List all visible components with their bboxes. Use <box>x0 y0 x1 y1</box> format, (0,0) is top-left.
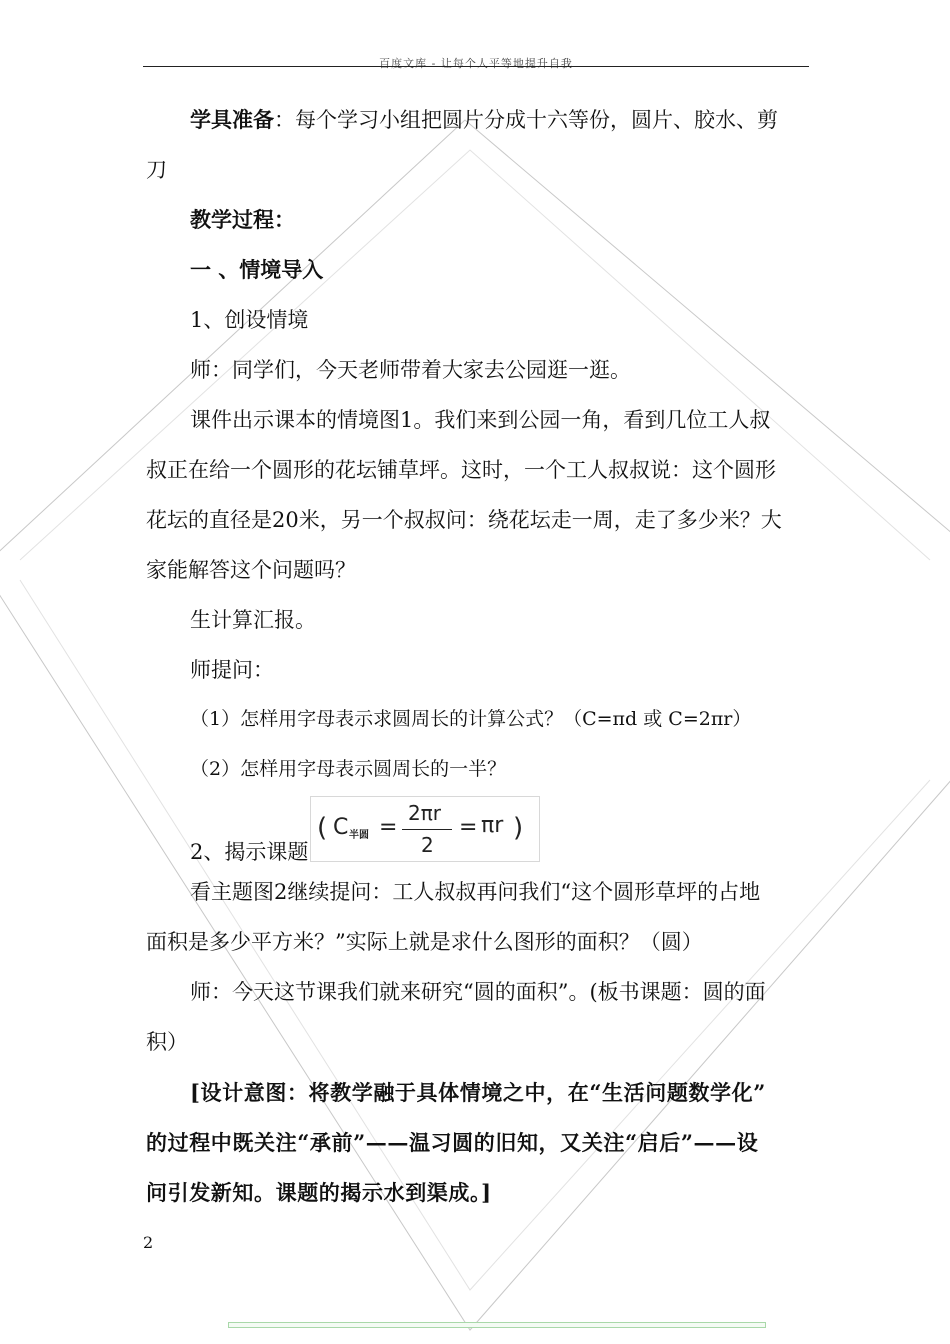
question-1: （1）怎样用字母表示求圆周长的计算公式？（C=πd 或 C=2πr） <box>190 708 752 730</box>
prep-text: ：每个学习小组把圆片分成十六等份，圆片、胶水、剪 <box>274 108 778 132</box>
formula-c: C <box>333 815 349 840</box>
formula-close-paren: ) <box>513 813 524 843</box>
theme-line-1: 看主题图2继续提问：工人叔叔再问我们“这个圆形草坪的占地 <box>190 880 761 904</box>
courseware-line-3: 花坛的直径是20米，另一个叔叔问：绕花坛走一周，走了多少米？大 <box>146 508 782 532</box>
design-intent-line-2: 的过程中既关注“承前”——温习圆的旧知，又关注“启后”——设 <box>146 1130 759 1155</box>
formula-denominator: 2 <box>421 833 434 857</box>
item2-title: 2、揭示课题 <box>190 840 309 864</box>
design-intent-line-1: [设计意图：将教学融于具体情境之中，在“生活问题数学化” <box>190 1080 766 1105</box>
process-title: 教学过程： <box>190 208 295 232</box>
courseware-line-4: 家能解答这个问题吗？ <box>146 558 356 582</box>
formula-subscript: 半圆 <box>349 830 369 841</box>
courseware-line-1: 课件出示课本的情境图1。我们来到公园一角，看到几位工人叔 <box>190 408 771 432</box>
prep-text-cont: 刀 <box>146 158 167 182</box>
teacher-line-1: 师：同学们，今天老师带着大家去公园逛一逛。 <box>190 358 631 382</box>
formula-rhs: πr <box>481 813 504 838</box>
prep-label: 学具准备 <box>190 108 274 132</box>
theme-line-2: 面积是多少平方米？”实际上就是求什么图形的面积？（圆） <box>146 930 703 954</box>
formula-equals-1: = <box>379 815 398 840</box>
formula-image <box>310 796 540 862</box>
page-number: 2 <box>143 1233 154 1252</box>
courseware-line-2: 叔正在给一个圆形的花坛铺草坪。这时，一个工人叔叔说：这个圆形 <box>146 458 776 482</box>
page-header-text: 百度文库 - 让每个人平等地提升自我 <box>379 57 573 70</box>
design-intent-line-3: 问引发新知。课题的揭示水到渠成。] <box>146 1180 492 1205</box>
fraction-bar <box>402 829 452 830</box>
teacher2-line-1: 师：今天这节课我们就来研究“圆的面积”。(板书课题：圆的面 <box>190 980 766 1004</box>
question-2: （2）怎样用字母表示圆周长的一半？ <box>190 758 507 780</box>
section1-title: 一 、情境导入 <box>190 258 324 282</box>
prep-line <box>190 110 778 131</box>
formula-numerator: 2πr <box>408 801 441 825</box>
teacher-ask-line: 师提问： <box>190 658 274 682</box>
item1-title: 1、创设情境 <box>190 308 309 332</box>
formula-equals-2: = <box>459 815 478 840</box>
header-divider <box>143 66 809 67</box>
bottom-bar <box>228 1322 766 1328</box>
teacher2-line-2: 积） <box>146 1030 188 1054</box>
student-line: 生计算汇报。 <box>190 608 316 632</box>
formula-open-paren: ( <box>317 813 328 843</box>
